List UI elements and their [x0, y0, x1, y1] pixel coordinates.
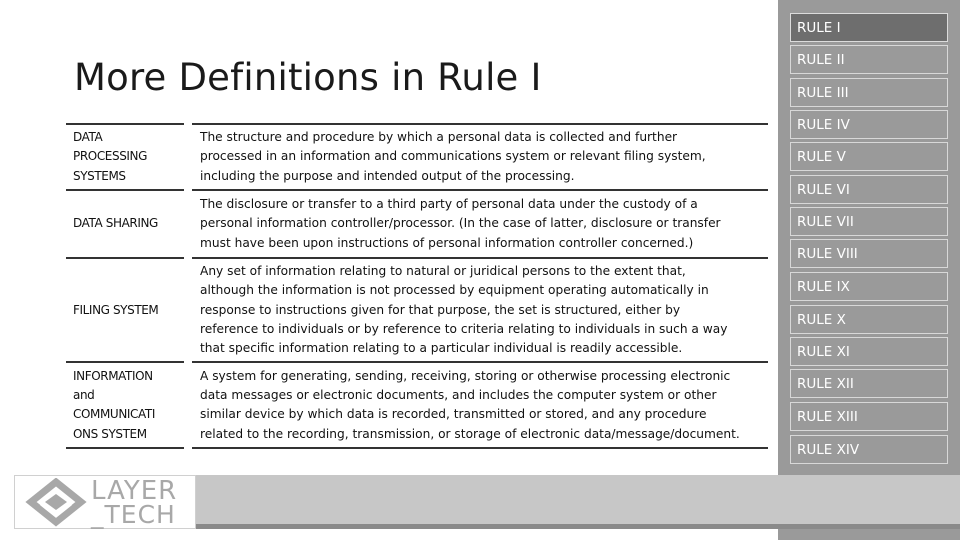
- description-line: Any set of information relating to natural or juridical persons to the extent that,: [200, 264, 686, 278]
- definition-term: [66, 190, 184, 258]
- footer-bar: [196, 475, 960, 527]
- description-line: personal information controller/processor. (In the case of latter, disclosure or transfer: [200, 216, 721, 231]
- column-gap: [184, 190, 192, 258]
- column-gap: [184, 124, 192, 190]
- rule-xiii-button[interactable]: RULE XIII: [790, 402, 948, 431]
- column-gap: [184, 362, 192, 448]
- description-line: that specific information relating to a particular individual is readily accessible.: [200, 341, 683, 356]
- term-line: ONS SYSTEM: [73, 426, 147, 441]
- rule-xiv-button[interactable]: RULE XIV: [790, 435, 948, 464]
- rule-iii-button[interactable]: RULE III: [790, 78, 948, 107]
- description-line: The disclosure or transfer to a third party of personal data under the custody of a: [200, 197, 698, 212]
- column-gap: [184, 258, 192, 362]
- footer-divider: [196, 524, 960, 529]
- rule-i-button[interactable]: RULE I: [790, 13, 948, 42]
- rule-iv-button[interactable]: RULE IV: [790, 110, 948, 139]
- term-line: SYSTEMS: [73, 168, 126, 183]
- description-line: including the purpose and intended output of the processing.: [200, 168, 575, 183]
- rules-sidebar: [778, 0, 960, 540]
- description-line: although the information is not processed by equipment operating automatically in: [200, 283, 709, 298]
- definition-description: [192, 362, 768, 448]
- definition-row: [66, 124, 768, 190]
- logo-wordmark: [91, 476, 178, 529]
- term-line: DATA SHARING: [73, 216, 158, 231]
- definition-description: [192, 258, 768, 362]
- description-line: data messages or electronic documents, and includes the computer system or other: [200, 388, 717, 403]
- definition-term: [66, 362, 184, 448]
- rule-v-button[interactable]: RULE V: [790, 142, 948, 171]
- definitions-table: [66, 123, 768, 449]
- description-line: processed in an information and communications system or relevant filing system,: [200, 149, 706, 164]
- layer-diamond-icon: [25, 478, 87, 528]
- rule-ii-button[interactable]: RULE II: [790, 45, 948, 74]
- term-line: COMMUNICATI: [73, 407, 155, 422]
- term-line: DATA: [73, 130, 103, 145]
- definition-row: [66, 362, 768, 448]
- logo-line-1: LAYER: [91, 476, 178, 506]
- definition-term: [66, 258, 184, 362]
- definition-row: [66, 190, 768, 258]
- rule-x-button[interactable]: RULE X: [790, 305, 948, 334]
- rule-xi-button[interactable]: RULE XI: [790, 337, 948, 366]
- description-line: reference to individuals or by reference to criteria relating to individuals in such a way: [200, 321, 728, 336]
- slide-title: More Definitions in Rule I: [74, 56, 542, 99]
- term-line: FILING SYSTEM: [73, 302, 159, 317]
- description-line: similar device by which data is recorded, transmitted or stored, and any procedure: [200, 407, 707, 422]
- rule-xii-button[interactable]: RULE XII: [790, 369, 948, 398]
- rule-viii-button[interactable]: RULE VIII: [790, 239, 948, 268]
- description-line: The structure and procedure by which a personal data is collected and further: [200, 130, 678, 145]
- logo-line-2: _TECH: [91, 500, 176, 529]
- description-line: must have been upon instructions of personal information controller concerned.): [200, 235, 694, 250]
- description-line: response to instructions given for that purpose, the set is structured, either by: [200, 302, 681, 317]
- definition-row: [66, 258, 768, 362]
- term-line: and: [73, 388, 95, 403]
- company-logo: [14, 475, 196, 529]
- definition-description: [192, 124, 768, 190]
- rule-ix-button[interactable]: RULE IX: [790, 272, 948, 301]
- rule-vi-button[interactable]: RULE VI: [790, 175, 948, 204]
- definition-description: [192, 190, 768, 258]
- description-line: A system for generating, sending, receiving, storing or otherwise processing electronic: [200, 368, 731, 383]
- rule-vii-button[interactable]: RULE VII: [790, 207, 948, 236]
- description-line: related to the recording, transmission, or storage of electronic data/message/document.: [200, 426, 740, 441]
- definition-term: [66, 124, 184, 190]
- term-line: PROCESSING: [73, 149, 148, 164]
- term-line: INFORMATION: [73, 368, 153, 383]
